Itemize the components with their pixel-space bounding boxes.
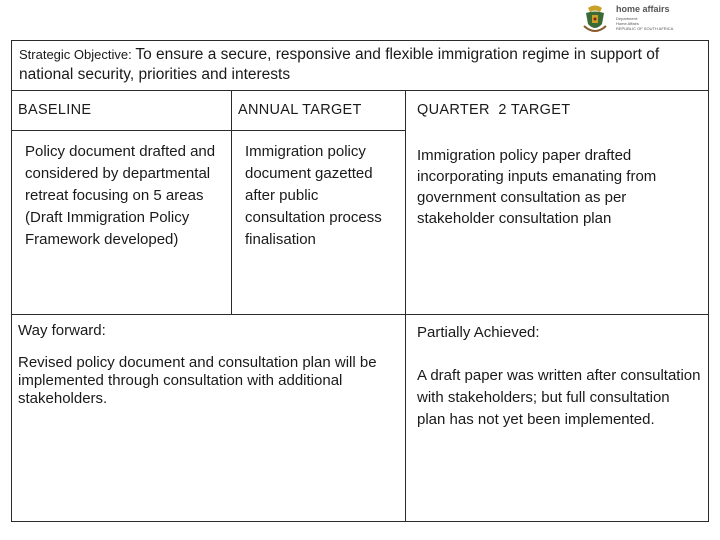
- way-forward-text: Revised policy document and consultation plan will be implemented through consultation with additional stakeholders.: [18, 354, 377, 407]
- department-logo: [572, 2, 712, 40]
- column-header-baseline: BASELINE: [18, 102, 92, 118]
- objective-text: To ensure a secure, responsive and flexible immigration regime in support of national security, priorities and interests: [19, 46, 660, 83]
- divider: [11, 130, 406, 131]
- status-label: Partially Achieved:: [417, 324, 540, 341]
- brand-sub-line: Department:: [616, 16, 639, 21]
- divider: [405, 90, 406, 522]
- column-header-quarter-target: QUARTER 2 TARGET: [417, 102, 571, 118]
- quarter-target-text: Immigration policy paper drafted incorporating inputs emanating from government consultation as per stakeholder consultation plan: [417, 147, 657, 227]
- coat-of-arms-icon: [580, 4, 610, 36]
- divider: [231, 90, 232, 314]
- strategic-objective: [11, 40, 709, 91]
- brand-subtext: [616, 16, 673, 31]
- brand-sub-line: Home Affairs: [616, 21, 639, 26]
- status-text: A draft paper was written after consultation with stakeholders; but full consultation plan has not yet been implemented.: [417, 367, 701, 428]
- brand-sub-line: REPUBLIC OF SOUTH AFRICA: [616, 26, 674, 31]
- objective-label: Strategic Objective:: [19, 47, 136, 62]
- way-forward-label: Way forward:: [18, 322, 106, 339]
- brand-name: home affairs: [616, 4, 670, 14]
- column-header-annual-target: ANNUAL TARGET: [238, 102, 362, 118]
- baseline-text: Policy document drafted and considered by departmental retreat focusing on 5 areas (Draft Immigration Policy Framework developed): [25, 143, 216, 248]
- divider: [11, 314, 709, 315]
- annual-target-text: Immigration policy document gazetted after public consultation process finalisation: [245, 143, 382, 248]
